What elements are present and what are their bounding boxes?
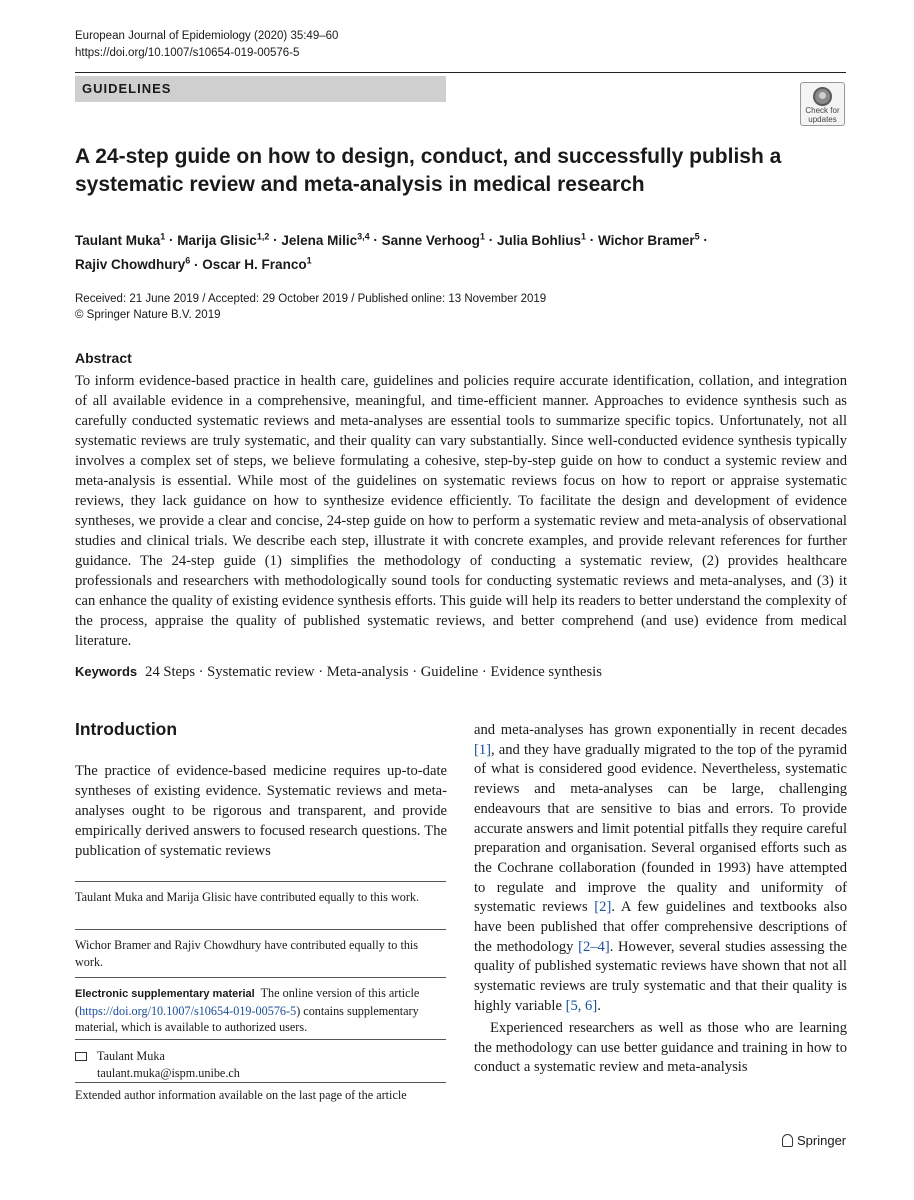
introduction-left-paragraph: The practice of evidence-based medicine requires up-to-date syntheses of existing evidence. Systematic reviews and meta-analyses ought to be rigorous and transparent, and provide empirically derived answers to focused research questions. The publication of systematic reviews	[75, 763, 447, 859]
extended-author-info: Extended author information available on the last page of the article	[75, 1088, 407, 1102]
citation-link[interactable]: [5, 6]	[565, 997, 598, 1014]
keywords-heading: Keywords	[75, 664, 138, 679]
keywords-list: 24 Steps · Systematic review · Meta-analysis · Guideline · Evidence synthesis	[145, 664, 602, 680]
introduction-heading: Introduction	[75, 719, 178, 739]
history-dates: Received: 21 June 2019 / Accepted: 29 October 2019 / Published online: 13 November 2019	[75, 293, 547, 305]
section-label: GUIDELINES	[75, 76, 446, 102]
footnote-divider	[75, 929, 446, 930]
author-list: Taulant Muka$^1$ · Marija Glisic$^{1,2}$ · Jelena Milic$^{3,4}$ · Sanne Verhoog$^1$ · Julia Bohlius$^1$ · Wichor Bramer$^5$ · Rajiv Chowdhury$^6$ · Oscar H. Franco$^1$	[75, 231, 708, 272]
citation-link[interactable]: [2]	[594, 899, 612, 916]
footnote-divider	[75, 1039, 446, 1040]
footnote-divider	[75, 1082, 446, 1083]
crossmark-icon	[813, 87, 832, 106]
footnote-contrib-2: Wichor Bramer and Rajiv Chowdhury have contributed equally to this work.	[75, 938, 419, 969]
author[interactable]: Oscar H. Franco$^1$	[202, 255, 312, 272]
footnote-esm	[75, 985, 435, 1036]
footnote-divider	[75, 881, 446, 882]
article-title: A 24-step guide on how to design, conduct, and successfully publish a systematic review and meta-analysis in medical research	[75, 145, 782, 196]
journal-header	[75, 28, 338, 62]
crossmark-label: Check for updates	[805, 106, 840, 124]
corresponding-author	[75, 1048, 435, 1081]
author[interactable]: Wichor Bramer$^5$	[597, 231, 700, 248]
keywords	[75, 664, 602, 681]
springer-horse-icon	[782, 1134, 793, 1147]
publisher-name: Springer	[797, 1133, 847, 1148]
copyright: © Springer Nature B.V. 2019	[75, 309, 221, 321]
author[interactable]: Jelena Milic$^{3,4}$	[281, 231, 370, 248]
abstract-heading: Abstract	[75, 350, 132, 366]
doi-link[interactable]: https://doi.org/10.1007/s10654-019-00576-5	[75, 47, 300, 59]
abstract-text: To inform evidence-based practice in health care, guidelines and policies require accurate identification, collation, and integration of all available evidence in a comprehensive, meaningful, and time-efficient manner. Approaches to evidence synthesis such as carefully conducted systematic reviews and meta-analyses are essential tools to summarize specific topics. Unfortunately, not all systematic reviews are truly systematic, and their quality can vary substantially. Since well-conducted evidence synthesis typically involves a complex set of steps, we believe formulating a cohesive, step-by-step guide on how to conduct a systemic review and meta-analysis is essential. While most of the guidelines on systematic reviews focus on how to report or appraise systematic reviews, they lack guidance on how to synthesize evidence efficiently. To facilitate the design and development of evidence syntheses, we provide a clear and concise, 24-step guide on how to perform a systematic review and meta-analysis of observational studies and clinical trials. We describe each step, illustrate it with concrete examples, and provide relevant references for further guidance. The 24-step guide (1) simplifies the methodology of conducting a systematic review, (2) provides healthcare professionals and researchers with methodologically sound tools for conducting systematic reviews and meta-analyses, and (3) it can enhance the quality of existing evidence synthesis efforts. This guide will help its readers to better understand the complexity of the process, appraise the quality of published systematic reviews, and better comprehend (and use) evidence from medical literature.	[75, 373, 847, 649]
envelope-icon	[75, 1052, 87, 1061]
footnote-divider	[75, 977, 446, 978]
header-rule	[75, 72, 846, 73]
author[interactable]: Rajiv Chowdhury$^6$	[75, 255, 191, 272]
author[interactable]: Marija Glisic$^{1,2}$	[177, 231, 270, 248]
publisher-logo	[782, 1132, 846, 1148]
esm-heading: Electronic supplementary material	[75, 988, 255, 1000]
introduction-right-paragraph-2: Experienced researchers as well as those who are learning the methodology can use better guidance and training in how to conduct a systematic review and meta-analysis	[474, 1020, 847, 1076]
author[interactable]: Julia Bohlius$^1$	[496, 231, 586, 248]
introduction-right-paragraph-1: and meta-analyses has grown exponentially in recent decades [1], and they have gradually migrated to the top of the pyramid of what is considered good evidence. Nevertheless, systematic reviews and meta-analyses can be large, challenging endeavours that are sensitive to bias and errors. To provide accurate answers and limit potential pitfalls they require careful preparation and organisation. Several organised efforts such as the Cochrane collaboration (founded in 1993) have attempted to regulate and improve the quality and uniformity of systematic reviews [2]. A few guidelines and textbooks also have been published that offer comprehensive descriptions of the methodology [2–4]. However, several studies assessing the quality of published systematic reviews have shown that not all systematic reviews are truly systematic and that their quality is highly variable [5, 6].	[474, 722, 847, 1014]
corresponding-name: Taulant Muka	[97, 1049, 165, 1063]
corresponding-email[interactable]: taulant.muka@ispm.unibe.ch	[97, 1065, 240, 1080]
esm-link[interactable]: https://doi.org/10.1007/s10654-019-00576-5	[79, 1003, 297, 1018]
check-for-updates-badge[interactable]	[800, 82, 845, 126]
citation-link[interactable]: [2–4]	[578, 938, 610, 955]
footnote-contrib-1: Taulant Muka and Marija Glisic have contributed equally to this work.	[75, 890, 420, 904]
journal-citation: European Journal of Epidemiology (2020) 35:49–60	[75, 30, 339, 42]
author[interactable]: Taulant Muka$^1$	[75, 231, 166, 248]
esm-text-b: ) contains supplementary material, which is available to authorized users.	[75, 1003, 419, 1034]
citation-link[interactable]: [1]	[474, 741, 492, 758]
publication-dates	[75, 291, 546, 323]
author[interactable]: Sanne Verhoog$^1$	[381, 231, 485, 248]
esm-text-a: The online version of this article (	[75, 986, 420, 1018]
